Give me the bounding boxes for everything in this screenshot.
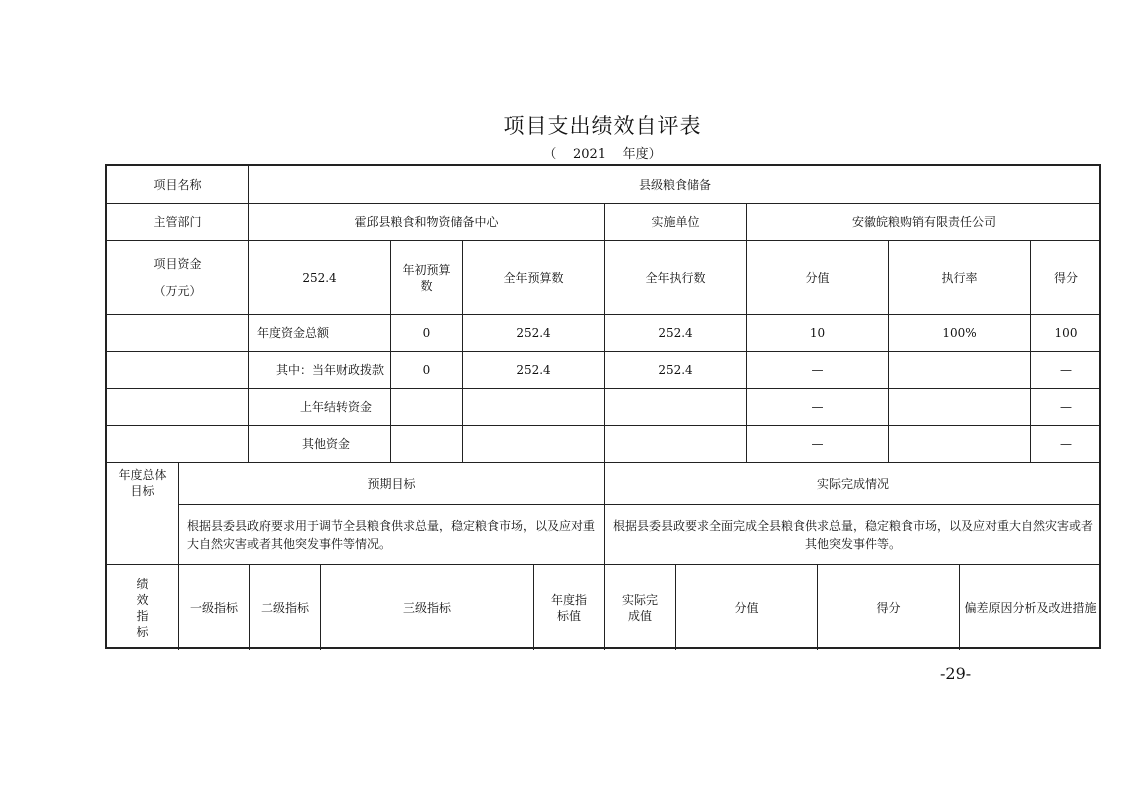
- funds-row-exec: 252.4: [604, 351, 746, 388]
- annual-value-header: 年度指标值: [533, 564, 604, 650]
- funds-amount: 252.4: [248, 240, 390, 314]
- funds-row-exec: [604, 425, 746, 462]
- funds-row-exec: 252.4: [604, 314, 746, 351]
- dept-value: 霍邱县粮食和物资储备中心: [248, 203, 604, 240]
- funds-row-budget: [462, 425, 604, 462]
- score-value-header: 分值: [746, 240, 888, 314]
- funds-row-value: —: [746, 388, 888, 425]
- indicators-label: 绩效指标: [107, 564, 178, 650]
- level3-header: 三级指标: [320, 564, 533, 650]
- full-exec-header: 全年执行数: [604, 240, 746, 314]
- funds-row-rate: [888, 351, 1030, 388]
- funds-row-score: —: [1030, 351, 1101, 388]
- initial-budget-header: 年初预算数: [390, 240, 462, 314]
- page-title: 项目支出绩效自评表: [503, 114, 702, 138]
- project-name-label: 项目名称: [153, 177, 202, 192]
- score-header: 得分: [1030, 240, 1101, 314]
- exec-rate-header: 执行率: [888, 240, 1030, 314]
- level2-header: 二级指标: [249, 564, 320, 650]
- funds-row-blank: [107, 351, 248, 388]
- funds-row-value: —: [746, 425, 888, 462]
- funds-row-blank: [107, 425, 248, 462]
- full-budget-header: 全年预算数: [462, 240, 604, 314]
- actual-value-header: 实际完成值: [604, 564, 675, 650]
- funds-row-budget: 252.4: [462, 351, 604, 388]
- funds-row-budget: 252.4: [462, 314, 604, 351]
- page-number: -29-: [940, 664, 972, 683]
- year-subtitle: （ 2021 年度）: [543, 147, 662, 162]
- expected-goal-text: 根据县委县政府要求用于调节全县粮食供求总量，稳定粮食市场，以及应对重大自然灾害或者其他突发事件等情况。: [178, 504, 604, 564]
- funds-row-rate: 100%: [888, 314, 1030, 351]
- impl-label: 实施单位: [604, 203, 746, 240]
- funds-row-value: —: [746, 351, 888, 388]
- impl-value: 安徽皖粮购销有限责任公司: [746, 203, 1101, 240]
- funds-label-line2: （万元）: [153, 283, 202, 298]
- funds-row-label: 年度资金总额: [248, 314, 390, 351]
- funds-row-value: 10: [746, 314, 888, 351]
- level1-header: 一级指标: [178, 564, 249, 650]
- actual-status-header: 实际完成情况: [604, 462, 1101, 504]
- expected-goal-header: 预期目标: [178, 462, 604, 504]
- performance-table: [105, 164, 1101, 648]
- indicator-score-header: 得分: [817, 564, 959, 650]
- funds-row-budget: [462, 388, 604, 425]
- dept-label: 主管部门: [107, 203, 248, 240]
- project-name-value: 县级粮食储备: [248, 166, 1101, 203]
- actual-status-text: 根据县委县政要求全面完成全县粮食供求总量，稳定粮食市场，以及应对重大自然灾害或者其他突发事件等。: [604, 504, 1101, 564]
- funds-row-blank: [107, 314, 248, 351]
- funds-row-initial: [390, 425, 462, 462]
- funds-row-label: 其中：当年财政拨款: [248, 351, 390, 388]
- funds-row-score: —: [1030, 425, 1101, 462]
- funds-row-initial: 0: [390, 314, 462, 351]
- annual-goal-label: 年度总体目标: [107, 462, 178, 564]
- funds-row-score: 100: [1030, 314, 1101, 351]
- funds-row-rate: [888, 388, 1030, 425]
- funds-row-label: 其他资金: [248, 425, 390, 462]
- funds-label-line1: 项目资金: [153, 257, 202, 272]
- funds-row-blank: [107, 388, 248, 425]
- deviation-header: 偏差原因分析及改进措施: [959, 564, 1101, 650]
- funds-label: [107, 240, 248, 314]
- table-bottom-rule: [105, 647, 1101, 649]
- funds-row-label: 上年结转资金: [248, 388, 390, 425]
- funds-row-exec: [604, 388, 746, 425]
- indicator-score-value-header: 分值: [675, 564, 817, 650]
- funds-row-initial: [390, 388, 462, 425]
- funds-row-rate: [888, 425, 1030, 462]
- funds-row-score: —: [1030, 388, 1101, 425]
- funds-row-initial: 0: [390, 351, 462, 388]
